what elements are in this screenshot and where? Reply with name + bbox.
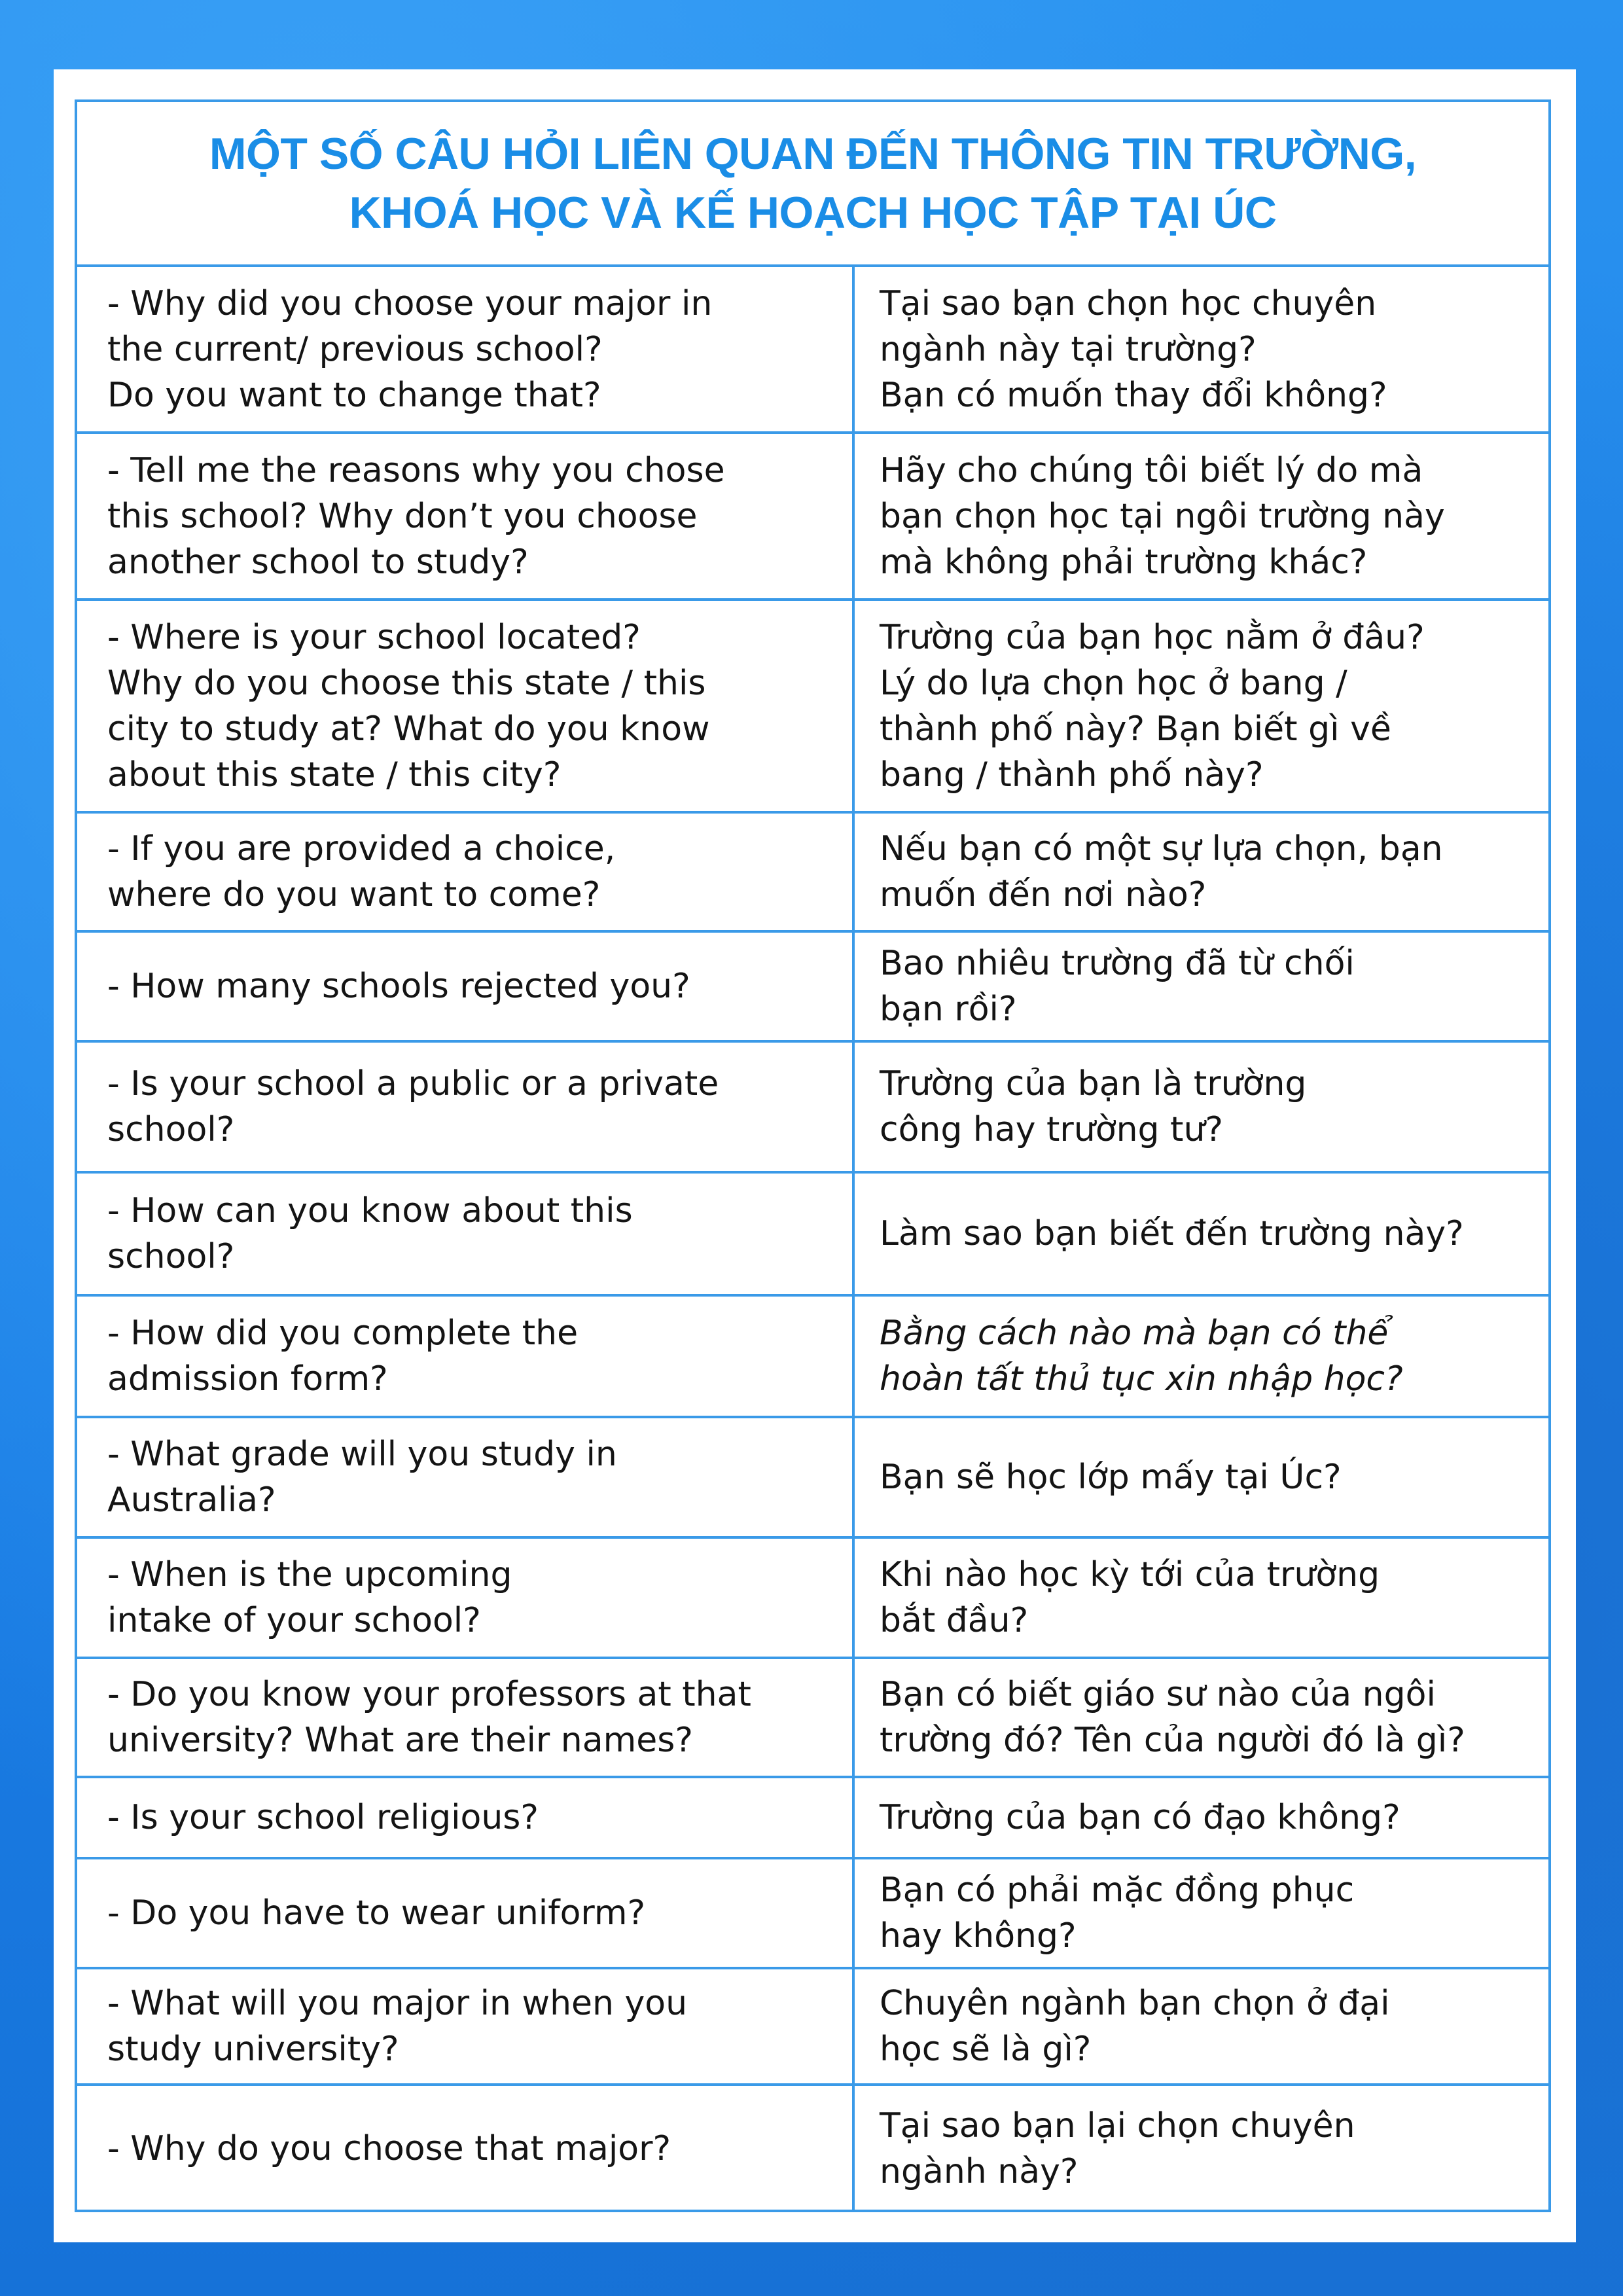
table-row	[77, 1659, 1548, 1778]
title-line-1: MỘT SỐ CÂU HỎI LIÊN QUAN ĐẾN THÔNG TIN TRƯỜNG,	[209, 129, 1417, 179]
table-row	[77, 1539, 1548, 1659]
question-vi: Bạn có biết giáo sư nào của ngôi trường đó? Tên của người đó là gì?	[880, 1675, 1465, 1760]
question-en: - How did you complete the admission form?	[107, 1314, 579, 1399]
table-row	[77, 1969, 1548, 2086]
question-en: - Why do you choose that major?	[107, 2129, 671, 2168]
question-en: - What will you major in when you study university?	[107, 1984, 688, 2069]
question-vi: Tại sao bạn lại chọn chuyên ngành này?	[880, 2106, 1355, 2191]
content-card	[54, 69, 1576, 2242]
table-row	[77, 814, 1548, 933]
question-vi: Làm sao bạn biết đến trường này?	[880, 1214, 1464, 1253]
table-row	[77, 1174, 1548, 1297]
question-en: - Do you know your professors at that university? What are their names?	[107, 1675, 751, 1760]
table-frame	[75, 99, 1551, 2212]
question-vi: Nếu bạn có một sự lựa chọn, bạn muốn đến nơi nào?	[880, 829, 1443, 914]
table-row	[77, 2086, 1548, 2212]
table-row	[77, 1297, 1548, 1418]
question-en: - Tell me the reasons why you chose this school? Why don’t you choose another school to study?	[107, 450, 725, 582]
question-vi: Trường của bạn có đạo không?	[880, 1798, 1400, 1837]
table-row	[77, 601, 1548, 814]
qa-table	[77, 267, 1548, 2212]
question-en: - What grade will you study in Australia?	[107, 1435, 617, 1520]
table-row	[77, 267, 1548, 434]
table-row	[77, 1418, 1548, 1539]
question-en: - Do you have to wear uniform?	[107, 1893, 646, 1933]
question-vi: Chuyên ngành bạn chọn ở đại học sẽ là gì?	[880, 1984, 1390, 2069]
question-en: - How can you know about this school?	[107, 1191, 633, 1276]
table-row	[77, 1778, 1548, 1859]
question-vi: Bạn có phải mặc đồng phục hay không?	[880, 1871, 1355, 1956]
question-en: - Is your school a public or a private school?	[107, 1064, 719, 1149]
table-row	[77, 933, 1548, 1043]
question-vi: Bạn sẽ học lớp mấy tại Úc?	[880, 1458, 1342, 1497]
question-en: - If you are provided a choice, where do you want to come?	[107, 829, 616, 914]
question-vi: Trường của bạn học nằm ở đâu? Lý do lựa chọn học ở bang / thành phố này? Bạn biết gì về bang / thành phố này?	[880, 617, 1425, 795]
question-vi: Bằng cách nào mà bạn có thể hoàn tất thủ tục xin nhập học?	[880, 1314, 1403, 1399]
title-line-2: KHOÁ HỌC VÀ KẾ HOẠCH HỌC TẬP TẠI ÚC	[349, 188, 1277, 238]
question-vi: Bao nhiêu trường đã từ chối bạn rồi?	[880, 944, 1355, 1029]
question-en: - When is the upcoming intake of your school?	[107, 1555, 512, 1640]
question-en: - Is your school religious?	[107, 1798, 539, 1837]
table-row	[77, 434, 1548, 601]
page-title	[77, 102, 1548, 267]
table-row	[77, 1859, 1548, 1969]
question-vi: Trường của bạn là trường công hay trường tư?	[880, 1064, 1307, 1149]
question-vi: Khi nào học kỳ tới của trường bắt đầu?	[880, 1555, 1380, 1640]
question-en: - Why did you choose your major in the current/ previous school? Do you want to change that?	[107, 283, 713, 415]
question-vi: Hãy cho chúng tôi biết lý do mà bạn chọn học tại ngôi trường này mà không phải trường khác?	[880, 450, 1445, 582]
question-en: - Where is your school located? Why do you choose this state / this city to study at? What do you know about this state / this city?	[107, 617, 710, 795]
question-vi: Tại sao bạn chọn học chuyên ngành này tại trường? Bạn có muốn thay đổi không?	[880, 283, 1387, 415]
question-en: - How many schools rejected you?	[107, 967, 690, 1006]
table-row	[77, 1043, 1548, 1174]
